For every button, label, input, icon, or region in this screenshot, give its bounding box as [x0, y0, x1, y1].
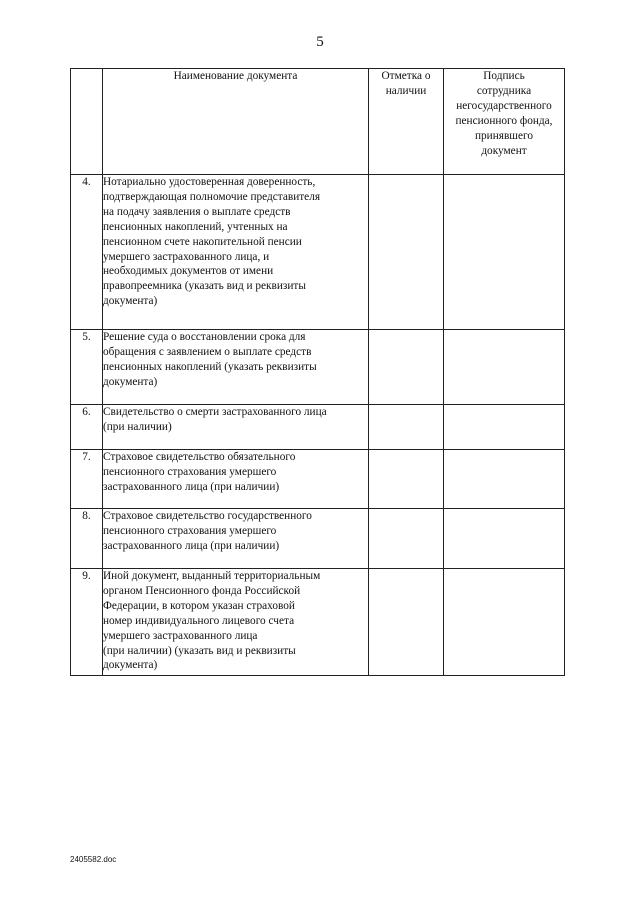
row-mark-cell[interactable] [369, 405, 444, 450]
table-row [71, 569, 565, 676]
row-signature-cell[interactable] [444, 175, 565, 330]
header-document-name: Наименование документа [103, 69, 369, 175]
header-signature: Подпись сотрудника негосударственного пенсионного фонда, принявшего документ [444, 69, 565, 175]
row-mark-cell[interactable] [369, 509, 444, 569]
row-mark-cell[interactable] [369, 330, 444, 405]
page-number: 5 [316, 34, 324, 50]
table-row [71, 509, 565, 569]
table-row [71, 330, 565, 405]
row-document-name: Свидетельство о смерти застрахованного лица (при наличии) [103, 405, 369, 450]
row-signature-cell[interactable] [444, 450, 565, 509]
row-document-name: Решение суда о восстановлении срока для обращения с заявлением о выплате средств пенсионных накоплений (указать реквизиты документа) [103, 330, 369, 405]
table-row [71, 405, 565, 450]
file-name-footer: 2405582.doc [70, 855, 117, 864]
table-header-row [71, 69, 565, 175]
row-signature-cell[interactable] [444, 569, 565, 676]
documents-table [70, 68, 565, 676]
row-signature-cell[interactable] [444, 509, 565, 569]
table-row [71, 450, 565, 509]
row-number: 5. [71, 330, 103, 405]
row-mark-cell[interactable] [369, 569, 444, 676]
row-number: 4. [71, 175, 103, 330]
row-mark-cell[interactable] [369, 450, 444, 509]
row-number: 7. [71, 450, 103, 509]
row-number: 9. [71, 569, 103, 676]
row-document-name: Страховое свидетельство государственного пенсионного страхования умершего застрахованного лица (при наличии) [103, 509, 369, 569]
row-document-name: Страховое свидетельство обязательного пенсионного страхования умершего застрахованного лица (при наличии) [103, 450, 369, 509]
row-document-name: Нотариально удостоверенная доверенность, подтверждающая полномочие представителя на подачу заявления о выплате средств пенсионных накоплений, учтенных на пенсионном счете накопительной пенсии умершего застрахованного лица, и необходимых документов от имени правопреемника (указать вид и реквизиты документа) [103, 175, 369, 330]
table-row [71, 175, 565, 330]
row-number: 8. [71, 509, 103, 569]
row-number: 6. [71, 405, 103, 450]
row-document-name: Иной документ, выданный территориальным органом Пенсионного фонда Российской Федерации, в котором указан страховой номер индивидуального лицевого счета умершего застрахованного лица (при наличии) (указать вид и реквизиты документа) [103, 569, 369, 676]
row-signature-cell[interactable] [444, 330, 565, 405]
row-mark-cell[interactable] [369, 175, 444, 330]
row-signature-cell[interactable] [444, 405, 565, 450]
header-number [71, 69, 103, 175]
header-mark: Отметка о наличии [369, 69, 444, 175]
